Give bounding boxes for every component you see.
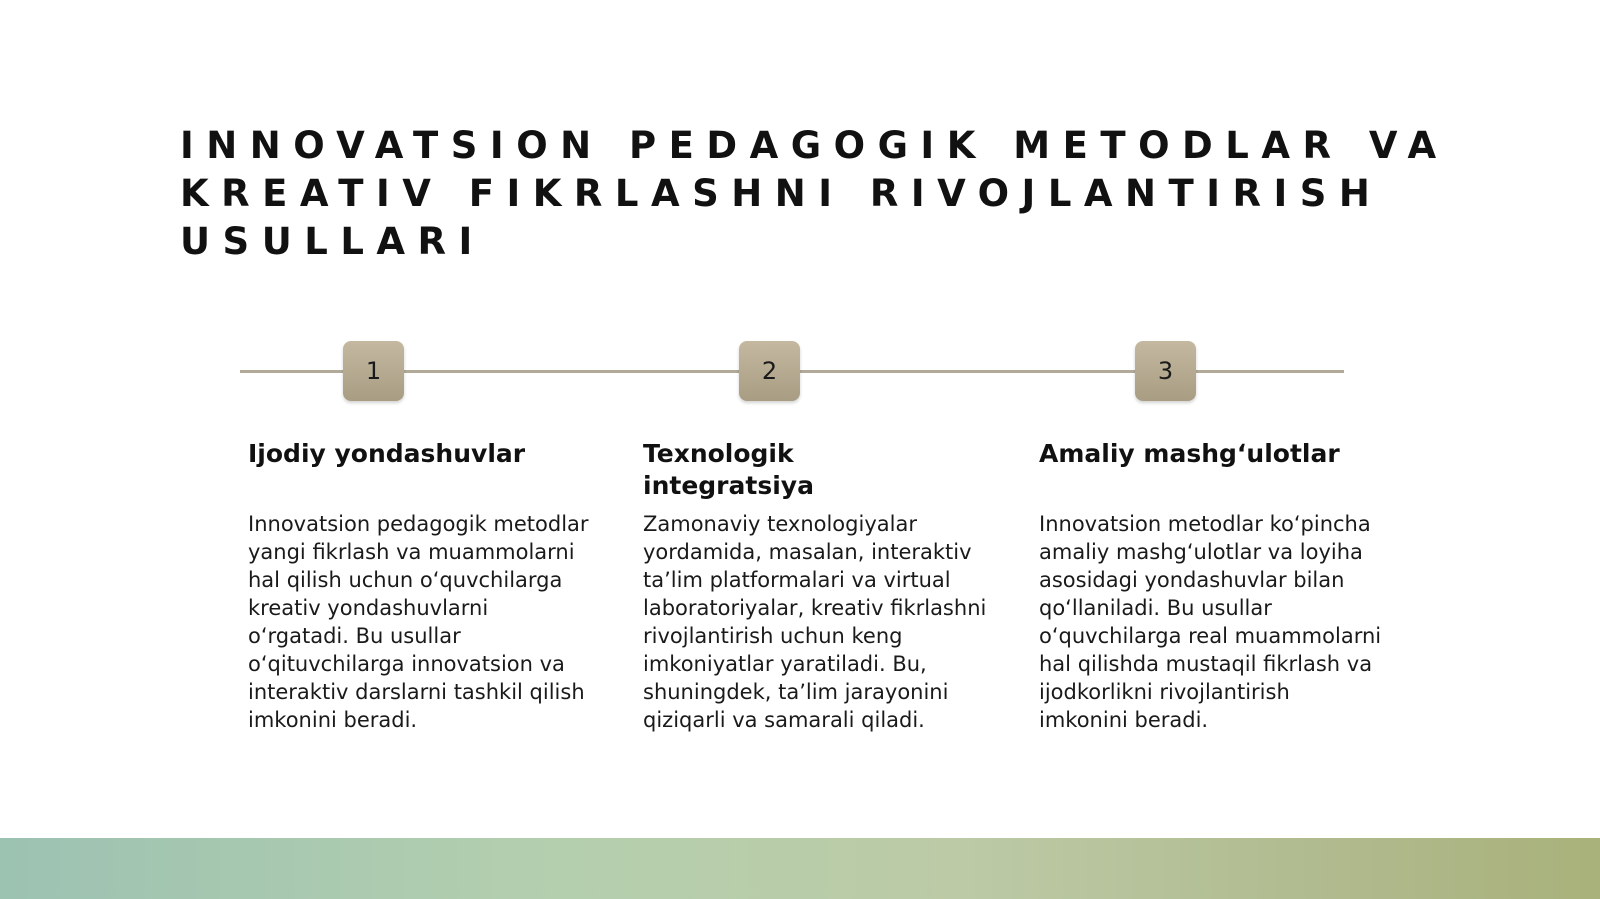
step-marker-3: 3 <box>1135 341 1196 401</box>
step-marker-2: 2 <box>739 341 800 401</box>
step-heading: Amaliy mashgʻulotlar <box>1039 439 1340 468</box>
step-column-1 <box>248 438 593 732</box>
step-description: Innovatsion pedagogik metodlar yangi fikrlash va muammolarni hal qilish uchun oʻquvchilarga kreativ yondashuvlarni oʻrgatadi. Bu usullar oʻqituvchilarga innovatsion va interaktiv darslarni tashkil qilish imkonini beradi. <box>248 512 589 732</box>
step-description: Innovatsion metodlar koʻpincha amaliy mashgʻulotlar va loyiha asosidagi yondashuvlar bilan qoʻllaniladi. Bu usullar oʻquvchilarga real muammolarni hal qilishda mustaqil fikrlash va ijodkorlikni rivojlantirish imkonini beradi. <box>1039 512 1382 732</box>
step-description: Zamonaviy texnologiyalar yordamida, masalan, interaktiv taʼlim platformalari va virtual laboratoriyalar, kreativ fikrlashni rivojlantirish uchun keng imkoniyatlar yaratiladi. Bu, shuningdek, taʼlim jarayonini qiziqarli va samarali qiladi. <box>643 512 987 732</box>
slide-title: INNOVATSION PEDAGOGIK METODLAR VA KREATIV FIKRLASHNI RIVOJLANTIRISH USULLARI <box>180 124 1449 263</box>
step-heading: Texnologik integratsiya <box>643 439 814 500</box>
decorative-bottom-band <box>0 838 1600 899</box>
step-marker-1: 1 <box>343 341 404 401</box>
step-heading: Ijodiy yondashuvlar <box>248 439 526 468</box>
step-column-3 <box>1039 438 1384 732</box>
step-column-2 <box>643 438 988 732</box>
